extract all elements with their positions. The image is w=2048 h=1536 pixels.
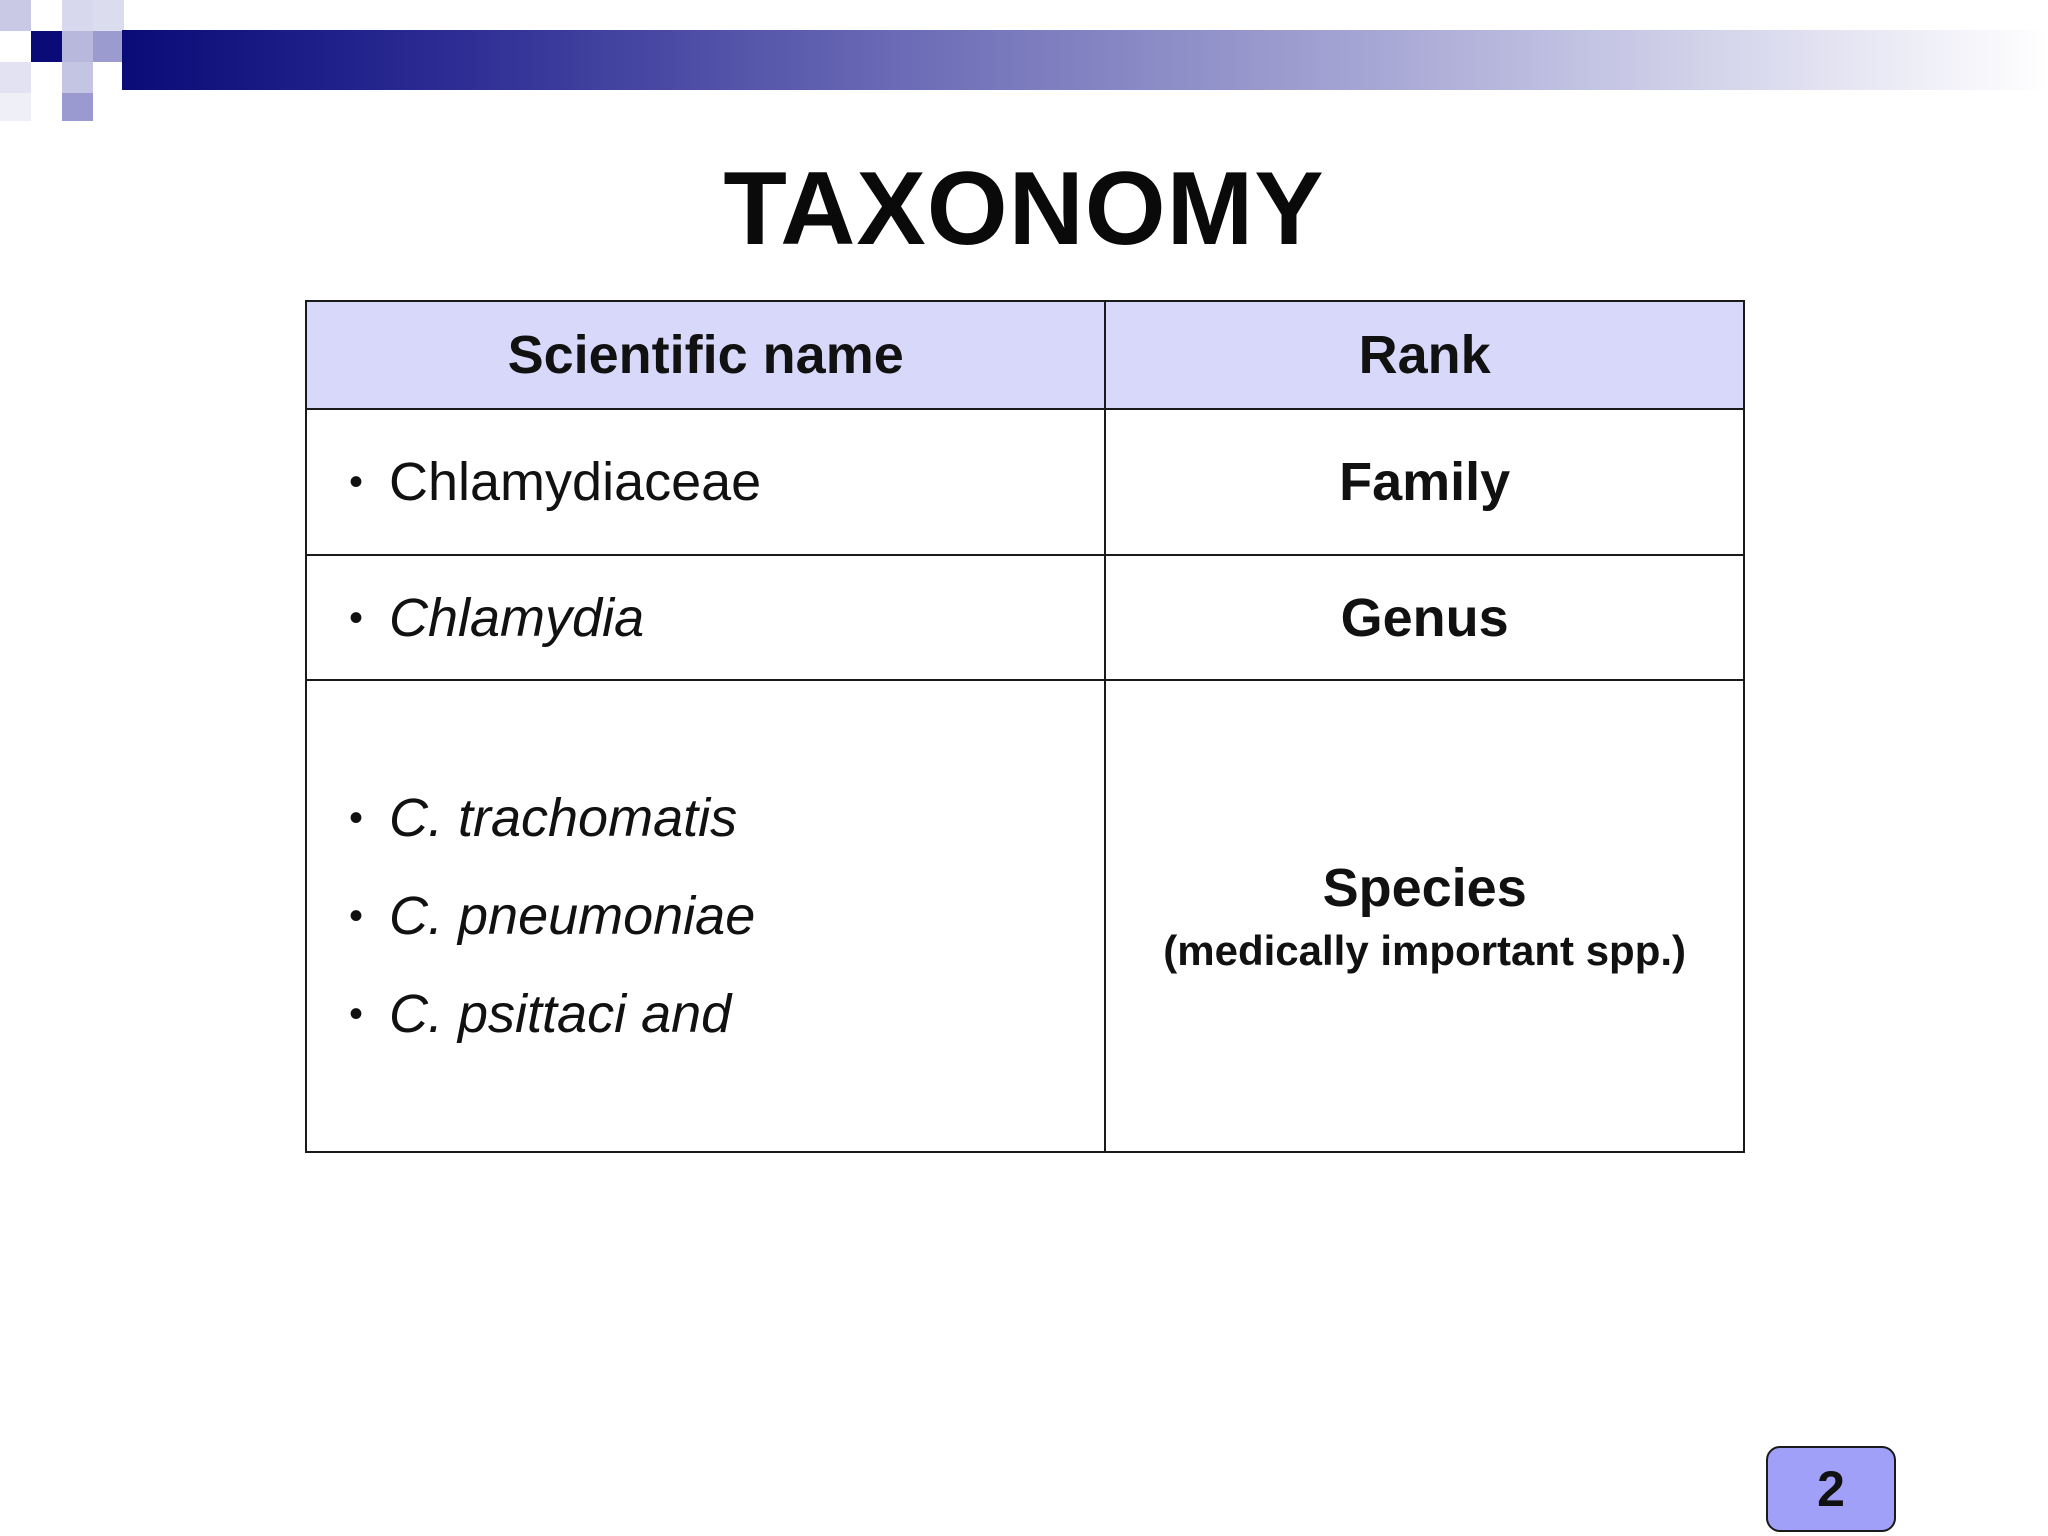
page-number-badge: 2 (1766, 1446, 1896, 1532)
bullet-icon: • (349, 894, 364, 938)
rank-label: Genus (1340, 587, 1509, 648)
list-item (349, 984, 1104, 1044)
bullet-icon: • (349, 992, 364, 1036)
gradient-bar (122, 30, 2048, 90)
decorative-square (62, 93, 93, 121)
list-item (349, 886, 1104, 946)
decorative-square (93, 0, 124, 31)
decorative-square (62, 31, 93, 62)
decorative-square (93, 31, 124, 62)
table-row (306, 680, 1744, 1152)
scientific-name-cell (306, 409, 1105, 555)
list-item (349, 788, 1104, 848)
decorative-square (62, 62, 93, 93)
decorative-square (0, 0, 31, 31)
rank-note: (medically important spp.) (1163, 927, 1687, 974)
slide-title: TAXONOMY (723, 151, 1325, 267)
bullet-icon: • (349, 460, 364, 504)
decorative-square (62, 0, 93, 31)
scientific-name: Chlamydia (389, 587, 645, 648)
list-item (349, 452, 1104, 512)
table-row (306, 409, 1744, 555)
rank-cell (1105, 680, 1744, 1152)
scientific-name: C. pneumoniae (389, 886, 756, 946)
scientific-name: C. psittaci and (389, 984, 732, 1044)
scientific-name-cell (306, 555, 1105, 680)
table-row (306, 555, 1744, 680)
rank-cell (1105, 555, 1744, 680)
decorative-square (31, 31, 62, 62)
rank-label: Family (1339, 452, 1511, 512)
bullet-icon: • (349, 595, 364, 640)
decorative-square (0, 93, 31, 121)
table-header-row (306, 301, 1744, 409)
rank-cell (1105, 409, 1744, 555)
header-rank: Rank (1105, 301, 1744, 409)
list-item (349, 587, 1104, 648)
header-scientific-name: Scientific name (306, 301, 1105, 409)
scientific-name: Chlamydiaceae (389, 452, 762, 512)
bullet-icon: • (349, 796, 364, 840)
decorative-square (0, 62, 31, 93)
scientific-name: C. trachomatis (389, 788, 738, 848)
taxonomy-table (305, 300, 1745, 1153)
scientific-name-cell (306, 680, 1105, 1152)
rank-label: Species (1322, 858, 1527, 918)
